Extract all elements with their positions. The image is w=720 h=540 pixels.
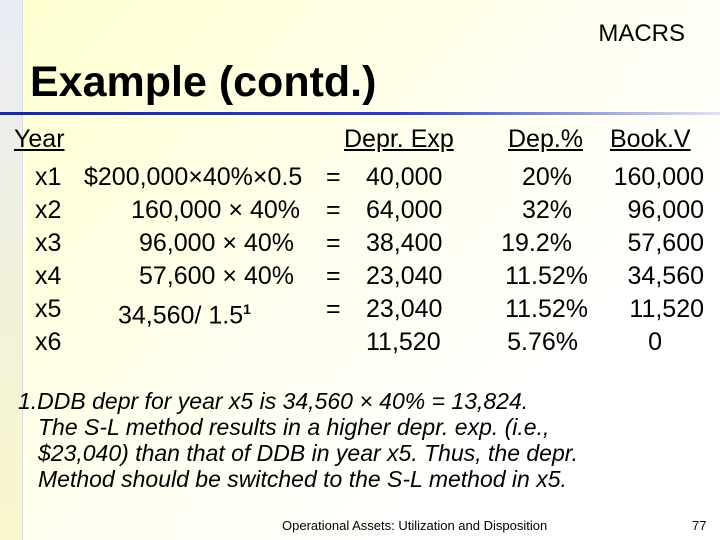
- footnote-line: 1.DDB depr for year x5 is 34,560 × 40% = 13,824.: [18, 388, 529, 414]
- row-calc: $200,000×40%×0.5: [84, 163, 303, 191]
- row-year: x2: [35, 196, 62, 224]
- row-pct: 11.52%: [505, 262, 588, 290]
- page-number: 77: [692, 518, 707, 533]
- slide-title: Example (contd.): [30, 58, 377, 106]
- row-year: x4: [35, 262, 62, 290]
- footnote-ref: 1: [243, 301, 251, 317]
- row-depr: 23,040: [366, 295, 443, 323]
- row-calc: 160,000 × 40%: [131, 196, 300, 224]
- row-equals: =: [326, 262, 341, 290]
- section-tag: MACRS: [598, 20, 685, 47]
- row-depr: 64,000: [366, 196, 443, 224]
- footnote-line: Method should be switched to the S-L method in x5.: [38, 466, 567, 492]
- row-book: 34,560: [627, 262, 704, 290]
- row-book: 57,600: [627, 229, 704, 257]
- row-year: x6: [35, 328, 62, 356]
- row-depr: 23,040: [366, 262, 443, 290]
- row-depr: 40,000: [366, 163, 443, 191]
- row-calc: 57,600 × 40%: [139, 262, 294, 290]
- header-depr-exp: Depr. Exp: [344, 125, 454, 153]
- footnote-line: The S-L method results in a higher depr. exp. (i.e.,: [38, 414, 550, 440]
- row-depr: 11,520: [366, 328, 441, 356]
- row-book: 11,520: [629, 295, 704, 323]
- title-underline: [0, 112, 720, 115]
- row-equals: =: [326, 229, 341, 257]
- footer-caption: Operational Assets: Utilization and Disposition: [282, 518, 548, 533]
- row-pct: 11.52%: [505, 295, 588, 323]
- row-equals: =: [326, 163, 341, 191]
- header-year: Year: [14, 125, 65, 153]
- row-pct: 5.76%: [507, 328, 578, 356]
- footnote: [18, 388, 578, 492]
- row-calc: 34,560/ $1.5^1$: [118, 301, 251, 330]
- row-year: x5: [35, 295, 62, 323]
- row-book: 160,000: [613, 163, 704, 191]
- row-equals: =: [326, 196, 341, 224]
- row-pct: 20%: [521, 163, 572, 191]
- row-book: 96,000: [627, 196, 704, 224]
- header-book-v: Book.V: [610, 125, 691, 153]
- row-calc: 96,000 × 40%: [139, 229, 294, 257]
- header-dep-pct: Dep.%: [508, 125, 584, 153]
- row-equals: =: [326, 295, 341, 323]
- row-pct: 19.2%: [501, 229, 572, 257]
- row-pct: 32%: [521, 196, 572, 224]
- footnote-line: $23,040) than that of DDB in year x5. Thus, the depr.: [38, 440, 578, 466]
- row-depr: 38,400: [366, 229, 443, 257]
- row-year: x1: [35, 163, 62, 191]
- row-book: 0: [648, 328, 662, 356]
- row-year: x3: [35, 229, 62, 257]
